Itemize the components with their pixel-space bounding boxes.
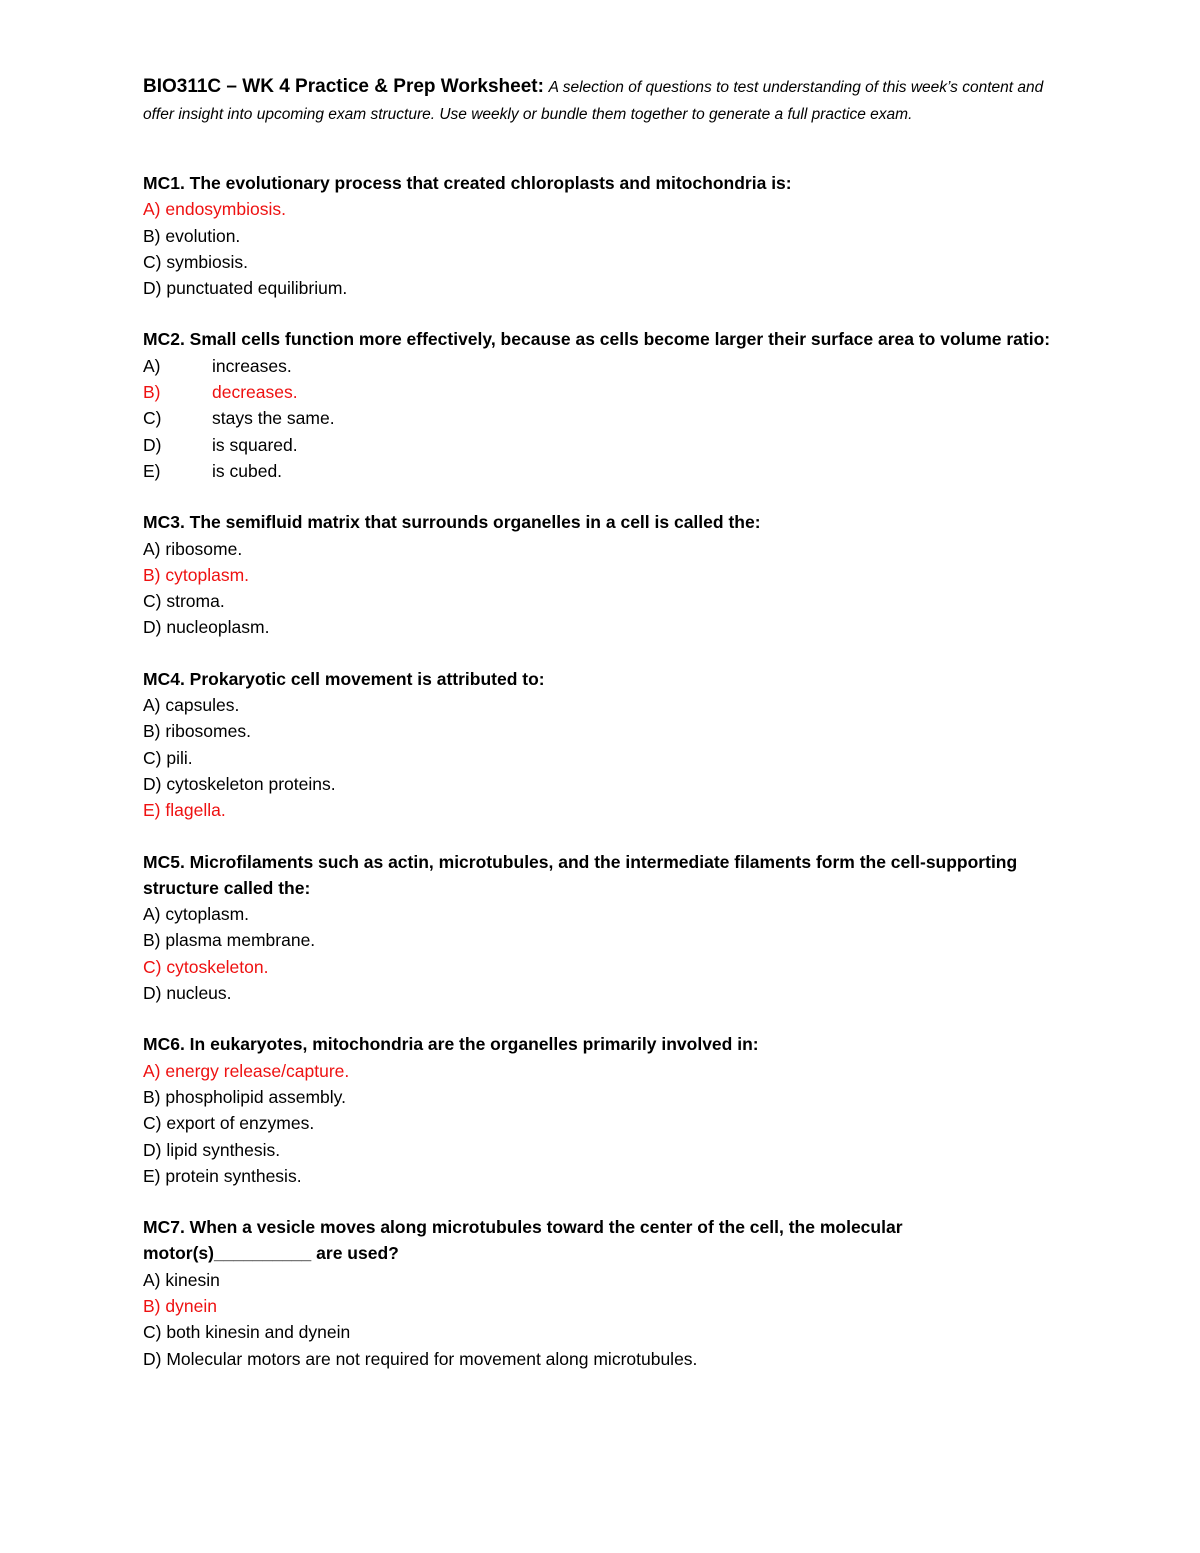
question-text: MC2. Small cells function more effectively, because as cells become larger their surface area to volume ratio:	[143, 329, 1051, 350]
option-letter: D)	[143, 617, 162, 638]
question-text: MC4. Prokaryotic cell movement is attributed to:	[143, 668, 545, 689]
answer-option	[143, 614, 1060, 640]
option-text: decreases.	[212, 382, 298, 403]
answer-option	[143, 980, 1060, 1006]
question-text: MC3. The semifluid matrix that surrounds organelles in a cell is called the:	[143, 512, 761, 533]
option-text: increases.	[212, 355, 292, 376]
answer-option	[143, 1267, 1060, 1293]
option-text: kinesin	[165, 1269, 220, 1290]
answer-option	[143, 536, 1060, 562]
answer-option	[143, 1163, 1060, 1189]
option-letter: E)	[143, 800, 161, 821]
option-letter: C)	[143, 747, 162, 768]
answer-option	[143, 353, 1060, 379]
option-letter: A)	[143, 1269, 161, 1290]
answer-options	[143, 692, 1060, 823]
option-letter: B)	[143, 1295, 161, 1316]
answer-option	[143, 432, 1060, 458]
answer-option-correct	[143, 954, 1060, 980]
option-letter: B)	[143, 382, 161, 403]
answer-options	[143, 536, 1060, 641]
option-text: nucleoplasm.	[166, 617, 270, 638]
answer-option-correct	[143, 562, 1060, 588]
option-text: energy release/capture.	[165, 1060, 350, 1081]
option-text: export of enzymes.	[166, 1113, 315, 1134]
option-letter: B)	[143, 721, 161, 742]
option-letter: B)	[143, 225, 161, 246]
answer-option-correct	[143, 196, 1060, 222]
option-letter: D)	[143, 773, 162, 794]
answer-option-correct	[143, 1293, 1060, 1319]
option-letter: D)	[143, 278, 162, 299]
option-letter: B)	[143, 1086, 161, 1107]
answer-option	[143, 223, 1060, 249]
worksheet-header	[143, 74, 1060, 128]
option-text: cytoplasm.	[165, 904, 250, 925]
answer-option	[143, 275, 1060, 301]
option-letter: C)	[143, 251, 162, 272]
option-text: flagella.	[165, 800, 226, 821]
answer-option-correct	[143, 797, 1060, 823]
answer-option	[143, 927, 1060, 953]
option-letter: C)	[143, 591, 162, 612]
answer-option	[143, 692, 1060, 718]
option-text: nucleus.	[166, 983, 232, 1004]
option-text: pili.	[166, 747, 193, 768]
worksheet-title: BIO311C – WK 4 Practice & Prep Worksheet:	[143, 76, 544, 97]
option-letter: D)	[143, 983, 162, 1004]
option-text: endosymbiosis.	[165, 199, 286, 220]
answer-option	[143, 1319, 1060, 1345]
answer-option	[143, 405, 1060, 431]
question-block	[143, 666, 1060, 824]
option-letter: A)	[143, 1060, 161, 1081]
option-letter: C)	[143, 956, 162, 977]
option-letter: A)	[143, 904, 161, 925]
question-block	[143, 849, 1060, 1007]
option-text: ribosome.	[165, 538, 243, 559]
option-text: Molecular motors are not required for movement along microtubules.	[166, 1348, 698, 1369]
option-text: symbiosis.	[166, 251, 249, 272]
answer-option	[143, 1110, 1060, 1136]
answer-option	[143, 745, 1060, 771]
question-block	[143, 509, 1060, 640]
option-letter: B)	[143, 930, 161, 951]
question-block	[143, 326, 1060, 484]
option-letter: C)	[143, 1322, 162, 1343]
option-text: stroma.	[166, 591, 225, 612]
option-text: capsules.	[165, 695, 240, 716]
option-letter: D)	[143, 1348, 162, 1369]
answer-option	[143, 249, 1060, 275]
option-letter: C)	[143, 1113, 162, 1134]
question-text: MC7. When a vesicle moves along microtubules toward the center of the cell, the molecular motor(s)__________ are used?	[143, 1217, 903, 1264]
option-letter: D)	[143, 434, 162, 455]
question-block	[143, 170, 1060, 301]
option-text: both kinesin and dynein	[166, 1322, 351, 1343]
option-text: ribosomes.	[165, 721, 251, 742]
option-text: stays the same.	[212, 408, 335, 429]
question-list	[143, 170, 1060, 1372]
option-text: cytoplasm.	[165, 564, 250, 585]
option-letter: E)	[143, 460, 161, 481]
question-block	[143, 1214, 1060, 1372]
option-text: evolution.	[165, 225, 241, 246]
answer-option	[143, 718, 1060, 744]
worksheet-subtitle: A selection of questions to test understanding of this week’s content and offer insight into upcoming exam structure. Use weekly or bundle them together to generate a full practice exam.	[143, 79, 1044, 123]
option-letter: B)	[143, 564, 161, 585]
answer-option	[143, 771, 1060, 797]
answer-option	[143, 1137, 1060, 1163]
option-text: protein synthesis.	[165, 1165, 302, 1186]
option-text: cytoskeleton.	[166, 956, 269, 977]
answer-option-correct	[143, 379, 1060, 405]
option-letter: A)	[143, 199, 161, 220]
answer-option	[143, 901, 1060, 927]
option-text: is squared.	[212, 434, 298, 455]
option-letter: E)	[143, 1165, 161, 1186]
option-text: phospholipid assembly.	[165, 1086, 346, 1107]
answer-option	[143, 588, 1060, 614]
option-text: plasma membrane.	[165, 930, 316, 951]
answer-options	[143, 196, 1060, 301]
option-letter: D)	[143, 1139, 162, 1160]
option-text: dynein	[165, 1295, 217, 1316]
question-text: MC5. Microfilaments such as actin, microtubules, and the intermediate filaments form the cell-supporting structure called the:	[143, 851, 1018, 898]
question-text: MC1. The evolutionary process that created chloroplasts and mitochondria is:	[143, 173, 792, 193]
answer-option	[143, 1084, 1060, 1110]
question-block	[143, 1031, 1060, 1189]
option-text: lipid synthesis.	[166, 1139, 281, 1160]
answer-options	[143, 901, 1060, 1006]
answer-options	[143, 1267, 1060, 1372]
answer-option	[143, 1346, 1060, 1372]
answer-options	[143, 1058, 1060, 1189]
option-text: cytoskeleton proteins.	[166, 773, 336, 794]
option-letter: A)	[143, 538, 161, 559]
option-text: is cubed.	[212, 460, 283, 481]
answer-option	[143, 458, 1060, 484]
question-text: MC6. In eukaryotes, mitochondria are the organelles primarily involved in:	[143, 1034, 759, 1055]
option-letter: A)	[143, 355, 161, 376]
answer-options	[143, 353, 1060, 484]
answer-option-correct	[143, 1058, 1060, 1084]
option-text: punctuated equilibrium.	[166, 278, 348, 299]
option-letter: A)	[143, 695, 161, 716]
option-letter: C)	[143, 408, 162, 429]
